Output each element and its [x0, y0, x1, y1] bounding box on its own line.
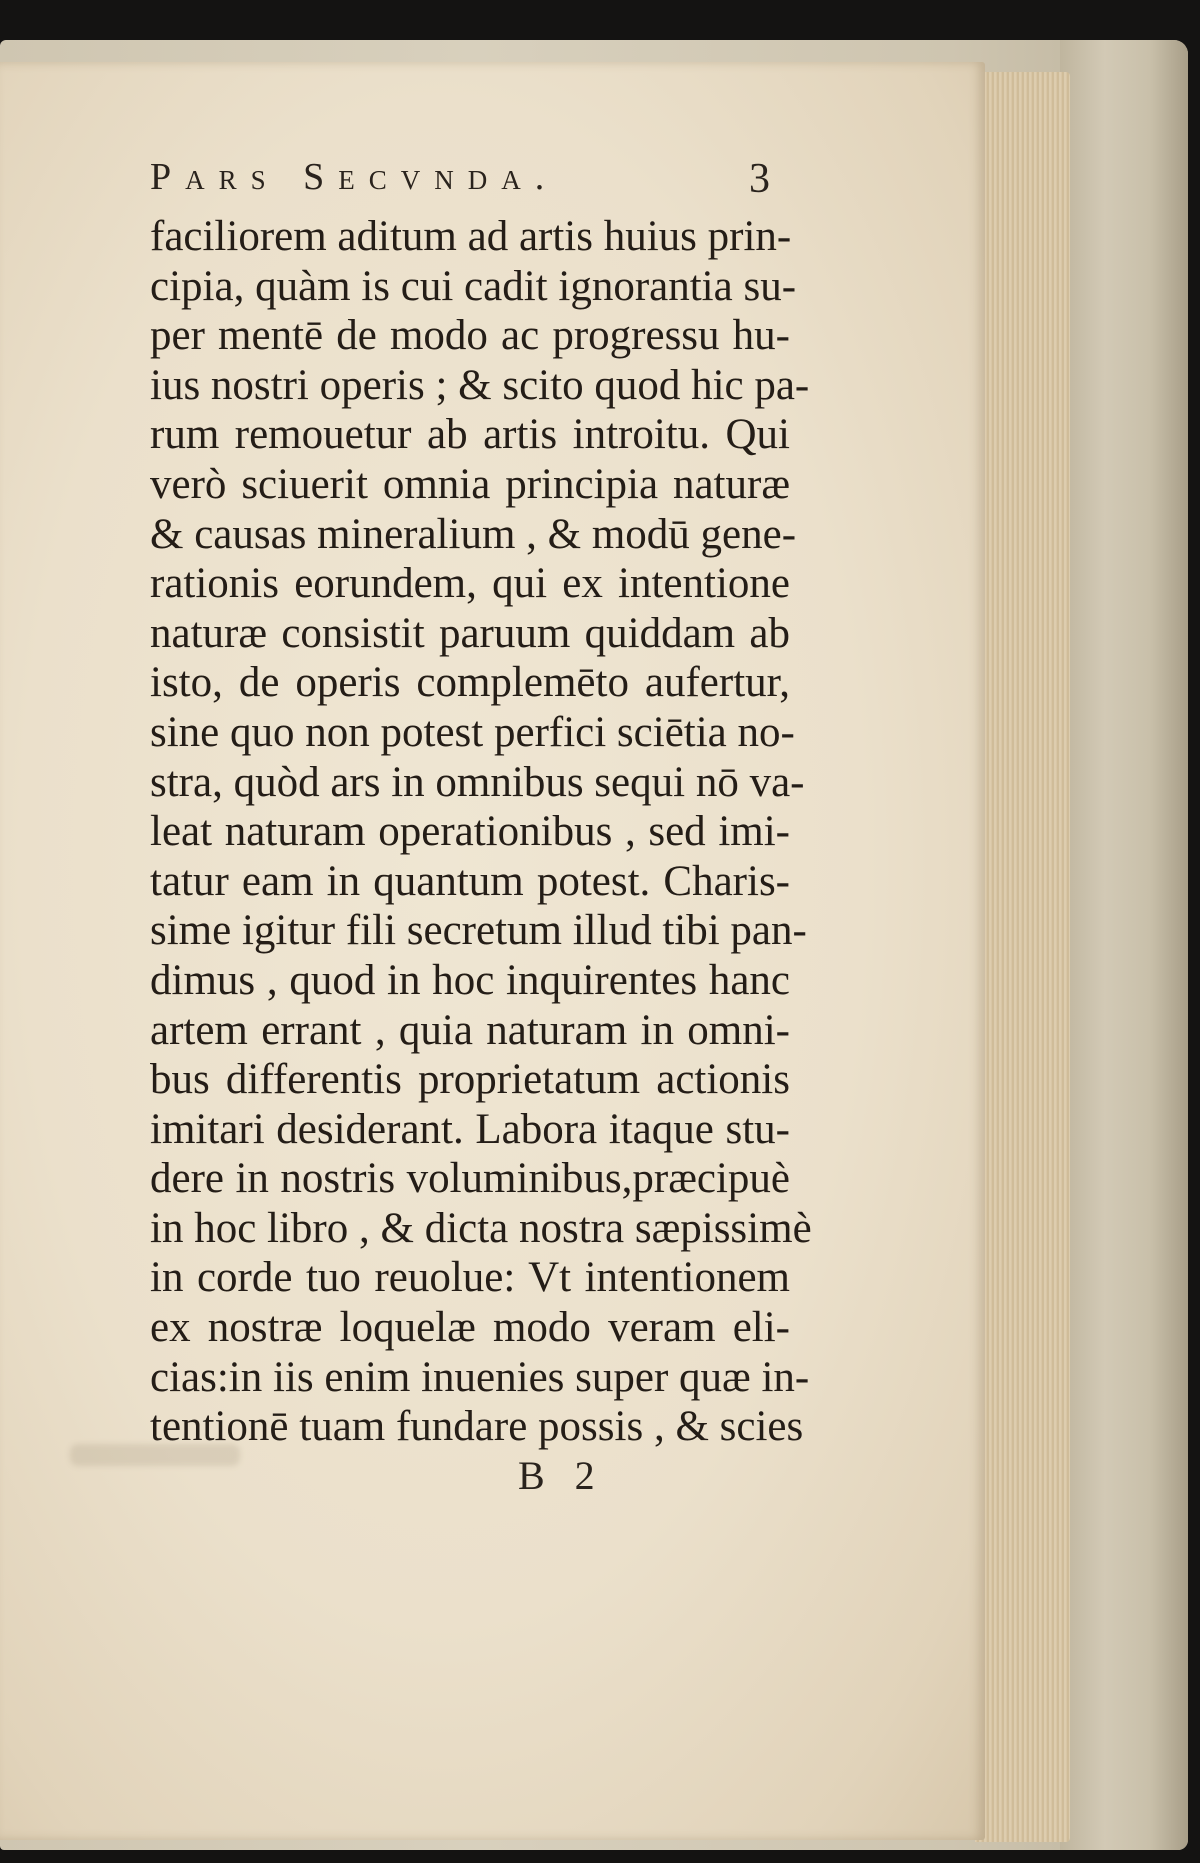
text-line: cipia, quàm is cui cadit ignorantia su-: [150, 262, 797, 310]
text-line: dere in nostris voluminibus,præcipuè: [150, 1155, 790, 1203]
text-line: tatur eam in quantum potest. Charis-: [150, 857, 790, 905]
text-line: in hoc libro , & dicta nostra sæpissimè: [150, 1204, 812, 1252]
page-stack-edges: [975, 72, 1070, 1842]
ink-smudge: [70, 1444, 240, 1466]
cover-fore-edge: [1060, 40, 1188, 1850]
text-line: verò sciuerit omnia principia naturæ: [150, 460, 790, 508]
book-page: [0, 62, 985, 1840]
running-title: Pars Secvnda.: [150, 156, 559, 198]
text-line: imitari desiderant. Labora itaque stu-: [150, 1105, 790, 1153]
text-line: leat naturam operationibus , sed imi-: [150, 808, 790, 856]
text-line: isto, de operis complemēto aufertur,: [150, 659, 790, 707]
text-line: tentionē tuam fundare possis , & scies: [150, 1403, 804, 1451]
text-line: in corde tuo reuolue: Vt intentionem: [150, 1254, 790, 1302]
text-line: naturæ consistit paruum quiddam ab: [150, 609, 790, 657]
running-head: [150, 155, 770, 215]
text-line: rum remouetur ab artis introitu. Qui: [150, 411, 790, 459]
page-number: 3: [749, 156, 770, 202]
text-line: & causas mineralium , & modū gene-: [150, 510, 797, 558]
text-line: cias:in iis enim inuenies super quæ in-: [150, 1353, 810, 1401]
body-text: [150, 212, 812, 1452]
text-line: ius nostri operis ; & scito quod hic pa-: [150, 361, 810, 409]
text-line: artem errant , quia naturam in omni-: [150, 1006, 790, 1054]
text-line: faciliorem aditum ad artis huius prin-: [150, 213, 792, 260]
text-line: ex nostræ loquelæ modo veram eli-: [150, 1304, 790, 1352]
text-line: sine quo non potest perfici sciētia no-: [150, 708, 795, 756]
text-line: dimus , quod in hoc inquirentes hanc: [150, 956, 790, 1004]
text-line: per mentē de modo ac progressu hu-: [150, 312, 790, 360]
text-line: stra, quòd ars in omnibus sequi nō va-: [150, 758, 805, 806]
text-line: rationis eorundem, qui ex intentione: [150, 560, 790, 608]
signature-mark: B 2: [518, 1453, 595, 1498]
text-line: sime igitur fili secretum illud tibi pan-: [150, 907, 807, 955]
text-line: bus differentis proprietatum actionis: [150, 1056, 790, 1104]
